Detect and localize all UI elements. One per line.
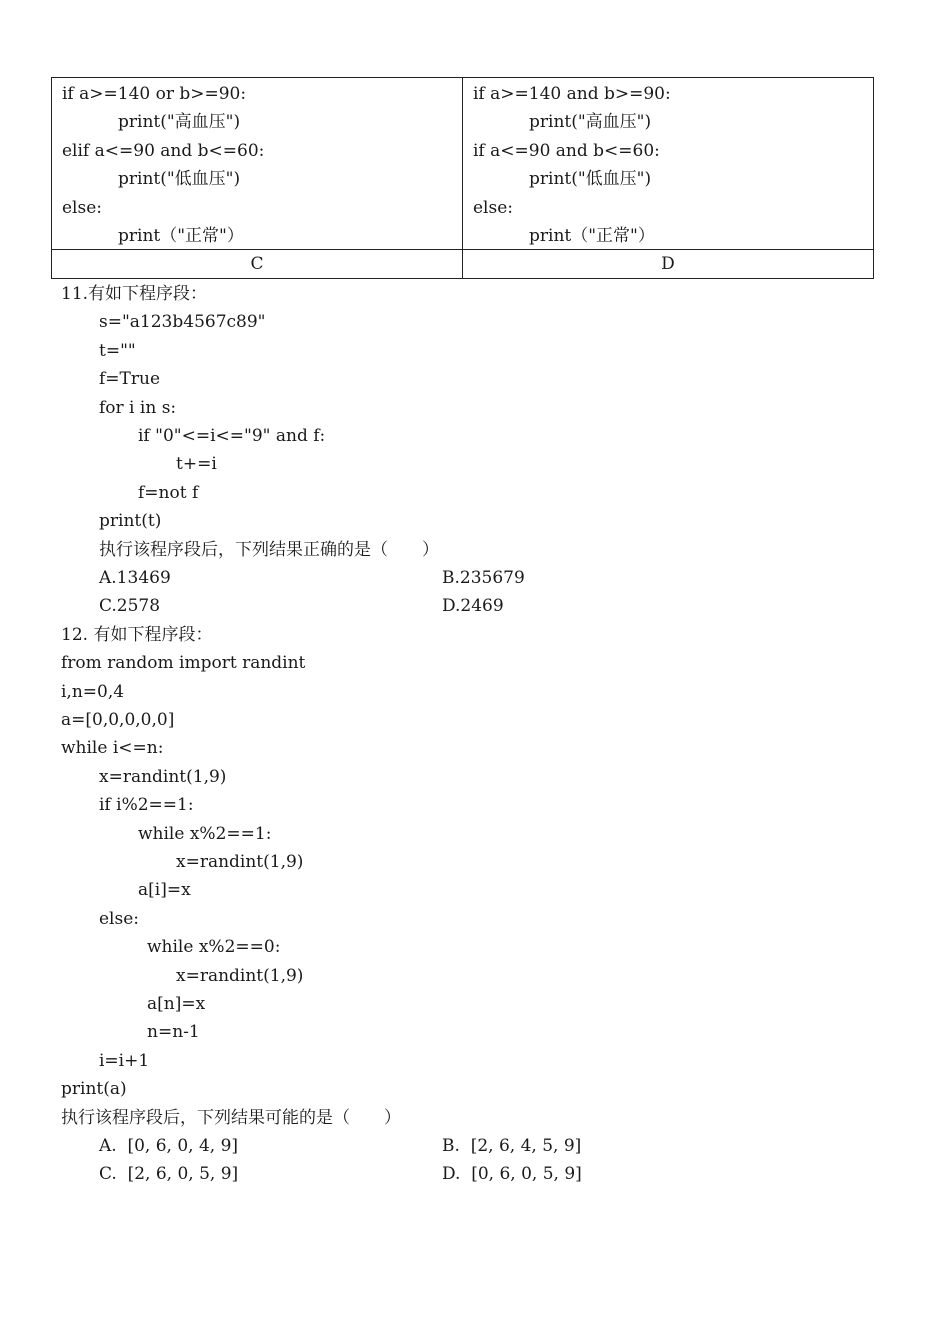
q12-code-line: a=[0,0,0,0,0] xyxy=(61,710,175,730)
option-c-code-cell xyxy=(52,78,463,250)
code-line: print（"正常"） xyxy=(118,226,244,246)
q11-option-a: A.13469 xyxy=(99,568,171,588)
q12-code-line: while x%2==1: xyxy=(138,824,272,844)
q12-option-b: B. [2, 6, 4, 5, 9] xyxy=(442,1136,582,1156)
code-line: elif a<=90 and b<=60: xyxy=(62,141,265,161)
q11-option-c: C.2578 xyxy=(99,596,161,616)
q12-code-line: n=n-1 xyxy=(147,1022,200,1042)
q11-code-line: f=True xyxy=(99,369,161,389)
q12-option-a: A. [0, 6, 0, 4, 9] xyxy=(99,1136,239,1156)
q12-code-line: else: xyxy=(99,909,140,929)
code-line: if a>=140 and b>=90: xyxy=(473,84,671,104)
code-line: print（"正常"） xyxy=(529,226,655,246)
q12-code-line: a[n]=x xyxy=(147,994,206,1014)
q12-code-line: from random import randint xyxy=(61,653,306,673)
code-line: print("低血压") xyxy=(529,169,652,189)
code-line: if a>=140 or b>=90: xyxy=(62,84,247,104)
q12-code-line: x=randint(1,9) xyxy=(176,966,304,986)
option-c-label: C xyxy=(52,249,463,278)
code-line: else: xyxy=(473,198,514,218)
code-line: print("低血压") xyxy=(118,169,241,189)
code-line: if a<=90 and b<=60: xyxy=(473,141,660,161)
q12-code-line: while i<=n: xyxy=(61,738,164,758)
q12-code-line: x=randint(1,9) xyxy=(99,767,227,787)
q12-code-line: if i%2==1: xyxy=(99,795,194,815)
q11-code-line: t="" xyxy=(99,341,136,361)
q11-option-d: D.2469 xyxy=(442,596,504,616)
option-d-code-cell xyxy=(463,78,874,250)
q12-code-line: i,n=0,4 xyxy=(61,682,125,702)
q11-code-line: if "0"<=i<="9" and f: xyxy=(138,426,326,446)
q12-title: 12. 有如下程序段： xyxy=(61,625,213,645)
q11-code-line: print(t) xyxy=(99,511,162,531)
q12-code-line: i=i+1 xyxy=(99,1051,150,1071)
q12-code-line: a[i]=x xyxy=(138,880,191,900)
q11-code-line: s="a123b4567c89" xyxy=(99,312,266,332)
code-line: print("高血压") xyxy=(529,112,652,132)
q11-title: 11.有如下程序段： xyxy=(61,284,208,304)
q11-option-b: B.235679 xyxy=(442,568,525,588)
q11-code-line: for i in s: xyxy=(99,398,177,418)
q12-code-line: x=randint(1,9) xyxy=(176,852,304,872)
q12-code-line: print(a) xyxy=(61,1079,127,1099)
q12-code-line: while x%2==0: xyxy=(147,937,281,957)
q12-option-c: C. [2, 6, 0, 5, 9] xyxy=(99,1164,239,1184)
code-line: else: xyxy=(62,198,103,218)
q12-prompt: 执行该程序段后，下列结果可能的是（ ） xyxy=(61,1108,401,1128)
q11-prompt: 执行该程序段后，下列结果正确的是（ ） xyxy=(99,540,439,560)
q12-option-d: D. [0, 6, 0, 5, 9] xyxy=(442,1164,582,1184)
q11-code-line: f=not f xyxy=(138,483,199,503)
option-d-label: D xyxy=(463,249,874,278)
q11-code-line: t+=i xyxy=(176,454,217,474)
options-table xyxy=(51,77,874,279)
code-line: print("高血压") xyxy=(118,112,241,132)
